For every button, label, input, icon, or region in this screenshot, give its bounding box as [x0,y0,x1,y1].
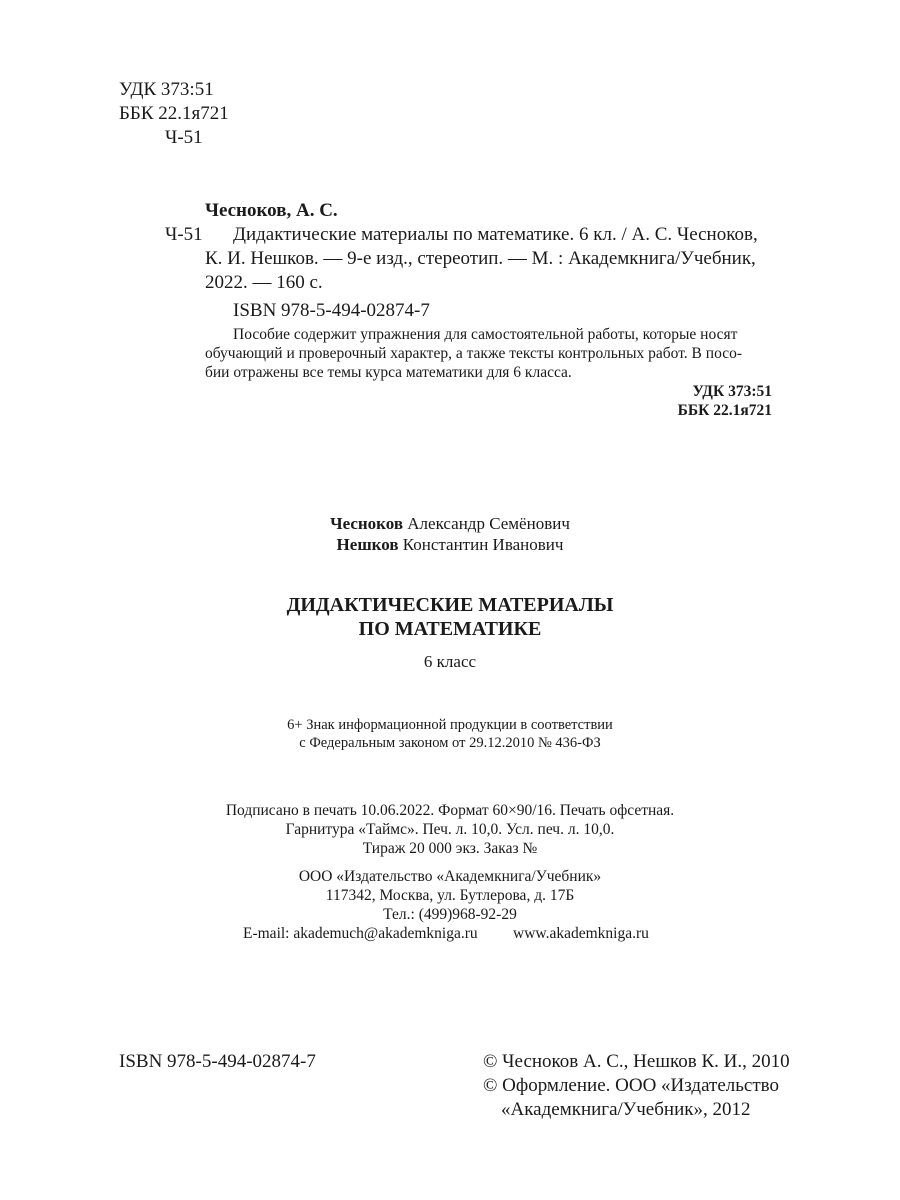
author-2-name: Константин Иванович [402,535,564,554]
catalog-author-mark: Ч-51 [165,224,203,245]
catalog-udk: УДК 373:51 [692,383,772,400]
grade: 6 класс [423,652,477,671]
age-mark-line-1: 6+ Знак информационной продукции в соответствии [287,717,613,733]
bbk-code: ББК 22.1я721 [119,103,229,124]
catalog-author-heading: Чесноков, А. С. [205,200,338,221]
copyright-line-3: «Академкнига/Учебник», 2012 [501,1099,751,1120]
author-1-name: Александр Семёнович [407,514,570,533]
author-1 [0,513,900,534]
publisher-name: ООО «Издательство «Академкнига/Учебник» [298,868,602,885]
age-mark-line-2: с Федеральным законом от 29.12.2010 № 436-ФЗ [299,735,601,751]
catalog-line-1: Дидактические материалы по математике. 6 кл. / А. С. Чесноков, [233,224,758,245]
abstract-line-2: обучающий и проверочный характер, а также тексты контрольных работ. В посо- [205,345,742,362]
copyright-line-2: © Оформление. ООО «Издательство [483,1075,780,1096]
publisher-address: 117342, Москва, ул. Бутлерова, д. 17Б [325,887,575,904]
print-info-line-2: Гарнитура «Таймс». Печ. л. 10,0. Усл. печ. л. 10,0. [285,821,615,838]
author-2-surname: Нешков [336,535,399,554]
print-info-line-1: Подписано в печать 10.06.2022. Формат 60×90/16. Печать офсетная. [225,802,675,819]
author-2 [0,534,900,555]
catalog-bbk: ББК 22.1я721 [677,402,772,419]
abstract-line-1: Пособие содержит упражнения для самостоятельной работы, которые носят [233,326,738,343]
author-mark: Ч-51 [165,127,203,148]
copyright-line-1: © Чесноков А. С., Нешков К. И., 2010 [483,1051,790,1072]
catalog-line-3: 2022. — 160 с. [205,272,323,293]
footer-isbn: ISBN 978-5-494-02874-7 [119,1051,316,1072]
title-line-2: ПО МАТЕМАТИКЕ [358,618,542,640]
catalog-line-2: К. И. Нешков. — 9-е изд., стереотип. — М. : Академкнига/Учебник, [205,248,756,269]
publisher-email: E-mail: akademuch@akademkniga.ru [243,925,478,942]
author-1-surname: Чесноков [330,514,404,533]
print-info-line-3: Тираж 20 000 экз. Заказ № [362,840,538,857]
title-line-1: ДИДАКТИЧЕСКИЕ МАТЕРИАЛЫ [286,594,614,616]
publisher-phone: Тел.: (499)968-92-29 [383,906,517,923]
catalog-isbn: ISBN 978-5-494-02874-7 [233,300,430,321]
abstract-line-3: бии отражены все темы курса математики для 6 класса. [205,364,572,381]
publisher-website: www.akademkniga.ru [513,925,649,942]
udk-code: УДК 373:51 [119,79,214,100]
